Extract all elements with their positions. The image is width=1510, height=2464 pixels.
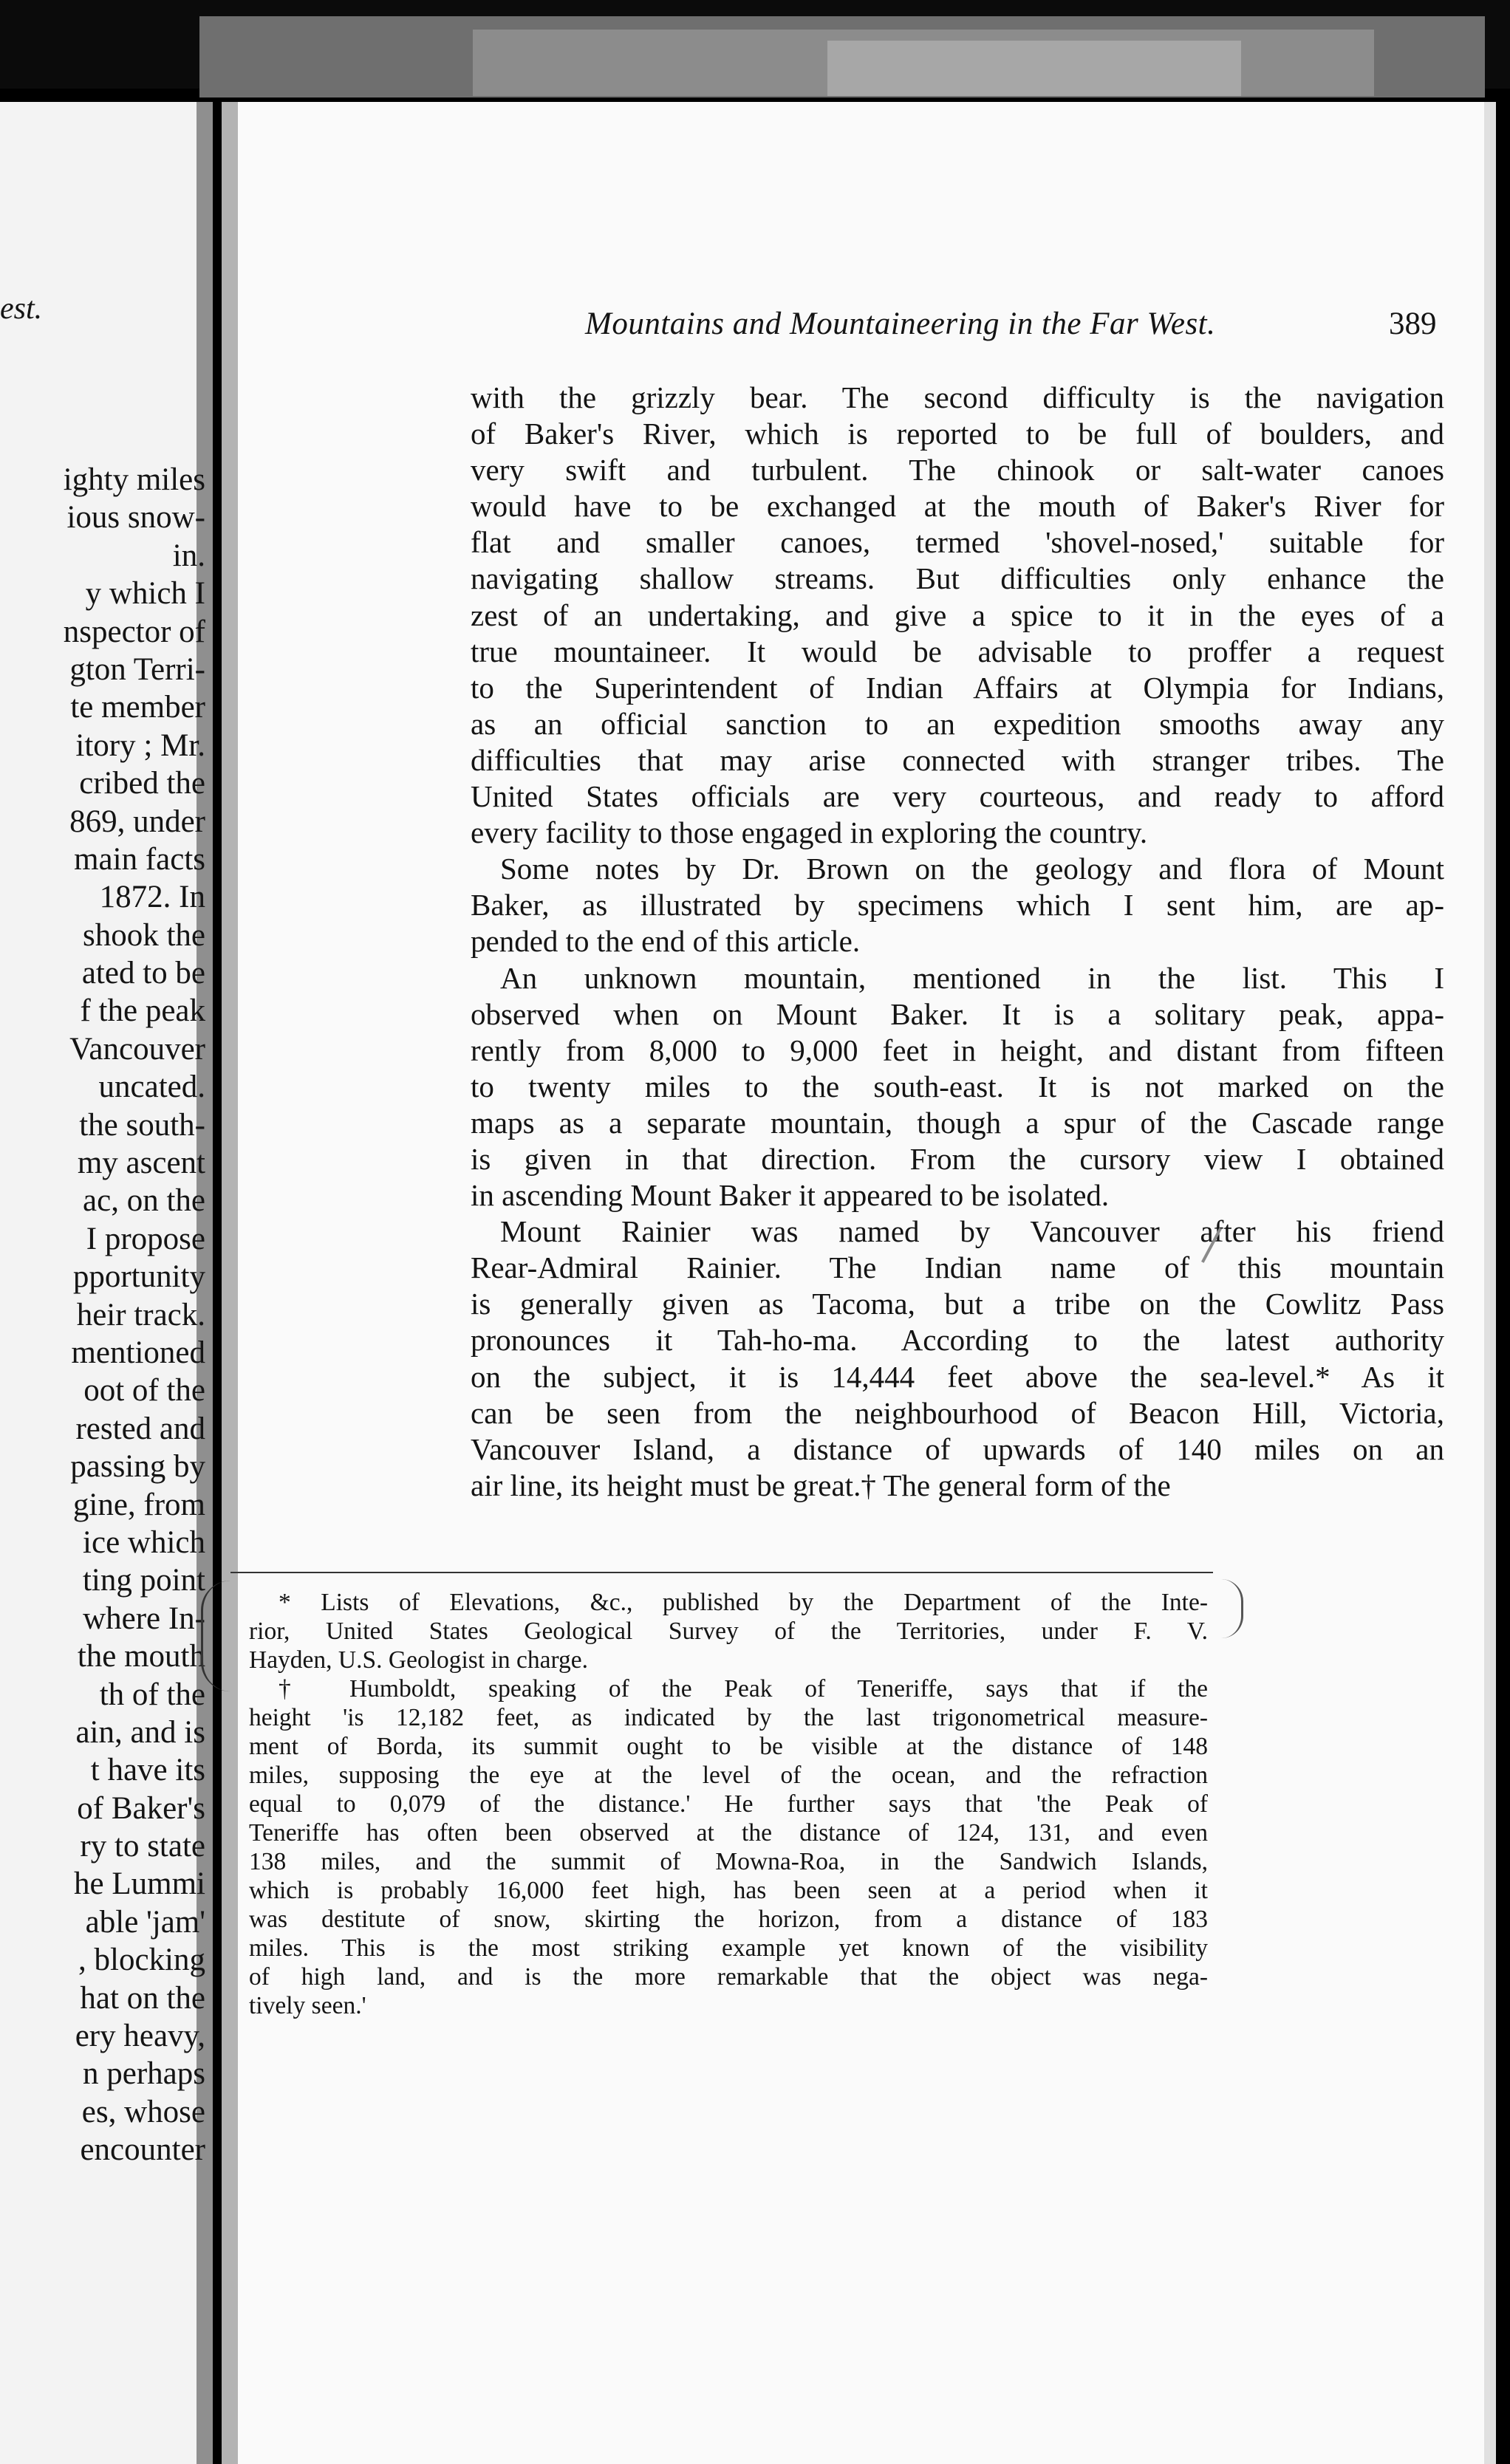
scan-shadow-strip bbox=[827, 41, 1241, 96]
left-text-line: th of the bbox=[99, 1677, 205, 1712]
left-text-line: ac, on the bbox=[83, 1183, 205, 1219]
left-running-head: est. bbox=[0, 292, 43, 326]
footnote-line: equal to 0,079 of the distance.' He further says that 'the Peak of bbox=[249, 1790, 1208, 1818]
pencil-bracket-mark bbox=[201, 1581, 233, 1691]
footnote-line: † Humboldt, speaking of the Peak of Teneriffe, says that if the bbox=[279, 1675, 1208, 1702]
left-text-line: cribed the bbox=[79, 766, 205, 801]
footnote-line: ment of Borda, its summit ought to be visible at the distance of 148 bbox=[249, 1733, 1208, 1760]
body-text-line: difficulties that may arise connected with stranger tribes. The bbox=[471, 742, 1444, 777]
pencil-bracket-mark bbox=[1212, 1579, 1243, 1638]
body-text-line: to twenty miles to the south-east. It is not marked on the bbox=[471, 1069, 1444, 1103]
left-text-line: te member bbox=[70, 690, 205, 725]
left-text-line: the mouth bbox=[77, 1639, 205, 1674]
left-text-line: t have its bbox=[90, 1753, 205, 1788]
left-text-line: he Lummi bbox=[74, 1866, 205, 1902]
left-text-line: n perhaps bbox=[83, 2056, 205, 2092]
left-text-line: ighty miles bbox=[63, 462, 205, 497]
left-text-line: y which I bbox=[85, 576, 205, 612]
left-page-text bbox=[0, 461, 205, 2169]
left-text-line: encounter bbox=[80, 2132, 205, 2168]
left-text-line: gton Terri- bbox=[69, 651, 205, 687]
left-text-line: ious snow- bbox=[66, 500, 205, 535]
body-text-line: flat and smaller canoes, termed 'shovel-nosed,' suitable for bbox=[471, 525, 1444, 560]
body-text-line: Rear-Admiral Rainier. The Indian name of this mountain bbox=[471, 1250, 1444, 1285]
body-text-line: observed when on Mount Baker. It is a solitary peak, appa- bbox=[471, 996, 1444, 1031]
body-text-line: rently from 8,000 to 9,000 feet in height, and distant from fifteen bbox=[471, 1033, 1444, 1067]
left-text-line: pportunity bbox=[72, 1259, 205, 1295]
footnote-line: tively seen.' bbox=[249, 1992, 366, 2019]
left-text-line: ain, and is bbox=[75, 1714, 205, 1750]
body-text-line: Baker, as illustrated by specimens which I sent him, are ap- bbox=[471, 888, 1444, 923]
book-spine-shadow bbox=[222, 102, 238, 2464]
footnote-line: Teneriffe has often been observed at the distance of 124, 131, and even bbox=[249, 1819, 1208, 1847]
footnotes bbox=[249, 1588, 1208, 2020]
left-text-line: the south- bbox=[79, 1107, 205, 1143]
body-text-line: very swift and turbulent. The chinook or salt-water canoes bbox=[471, 453, 1444, 487]
footnote-line: miles. This is the most striking example yet known of the visibility bbox=[249, 1934, 1208, 1962]
left-text-line: ry to state bbox=[80, 1829, 205, 1864]
running-head: Mountains and Mountaineering in the Far West. bbox=[585, 307, 1216, 341]
page-edge bbox=[1484, 102, 1496, 2464]
scan-top-band bbox=[0, 0, 1510, 89]
body-text-line: navigating shallow streams. But difficulties only enhance the bbox=[471, 561, 1444, 596]
body-text-line: as an official sanction to an expedition smooths away any bbox=[471, 706, 1444, 741]
right-page bbox=[222, 102, 1496, 2464]
body-text-line: Mount Rainier was named by Vancouver after his friend bbox=[500, 1214, 1444, 1249]
left-text-line: of Baker's bbox=[77, 1790, 205, 1826]
left-text-line: passing by bbox=[70, 1449, 205, 1485]
footnote-line: which is probably 16,000 feet high, has been seen at a period when it bbox=[249, 1877, 1208, 1904]
left-text-line: 1872. In bbox=[99, 880, 205, 915]
body-text-line: pended to the end of this article. bbox=[471, 924, 861, 959]
body-text-line: is generally given as Tacoma, but a tribe on the Cowlitz Pass bbox=[471, 1287, 1444, 1321]
footnote-line: * Lists of Elevations, &c., published by the Department of the Inte- bbox=[279, 1589, 1208, 1616]
footnote-line: was destitute of snow, skirting the horizon, from a distance of 183 bbox=[249, 1906, 1208, 1933]
left-text-line: ery heavy, bbox=[75, 2019, 205, 2054]
left-text-line: , blocking bbox=[78, 1943, 205, 1978]
body-text-line: true mountaineer. It would be advisable to proffer a request bbox=[471, 634, 1444, 668]
footnote-line: of high land, and is the more remarkable that the object was nega- bbox=[249, 1963, 1208, 1991]
body-text-line: Vancouver Island, a distance of upwards of 140 miles on an bbox=[471, 1431, 1444, 1466]
body-text-line: United States officials are very courteous, and ready to afford bbox=[471, 779, 1444, 814]
body-text bbox=[471, 380, 1444, 1504]
left-text-line: 869, under bbox=[69, 804, 205, 839]
footnote-line: 138 miles, and the summit of Mowna-Roa, in the Sandwich Islands, bbox=[249, 1848, 1208, 1875]
body-text-line: would have to be exchanged at the mouth of Baker's River for bbox=[471, 489, 1444, 524]
left-text-line: ting point bbox=[82, 1563, 205, 1598]
body-text-line: on the subject, it is 14,444 feet above the sea-level.* As it bbox=[471, 1359, 1444, 1394]
left-text-line: gine, from bbox=[72, 1487, 205, 1522]
left-text-line: rested and bbox=[75, 1411, 205, 1446]
footnote-line: rior, United States Geological Survey of the Territories, under F. V. bbox=[249, 1618, 1208, 1645]
left-text-line: itory ; Mr. bbox=[75, 728, 205, 763]
left-text-line: es, whose bbox=[81, 2094, 205, 2129]
left-text-line: Vancouver bbox=[69, 1031, 205, 1067]
body-text-line: to the Superintendent of Indian Affairs at Olympia for Indians, bbox=[471, 670, 1444, 705]
left-text-line: in. bbox=[172, 538, 205, 573]
left-text-line: main facts bbox=[74, 841, 205, 877]
body-text-line: with the grizzly bear. The second difficulty is the navigation bbox=[471, 380, 1444, 414]
left-text-line: f the peak bbox=[80, 993, 205, 1029]
left-text-line: hat on the bbox=[80, 1980, 205, 2016]
left-text-line: I propose bbox=[86, 1221, 205, 1256]
left-text-line: ated to be bbox=[81, 956, 205, 991]
left-text-line: heir track. bbox=[76, 1297, 205, 1332]
footnote-line: miles, supposing the eye at the level of the ocean, and the refraction bbox=[249, 1762, 1208, 1789]
left-text-line: nspector of bbox=[63, 614, 205, 649]
left-text-line: shook the bbox=[82, 917, 205, 953]
left-page bbox=[0, 102, 213, 2464]
body-text-line: air line, its height must be great.† The general form of the bbox=[471, 1468, 1171, 1502]
page-number: 389 bbox=[1389, 307, 1437, 341]
left-text-line: able 'jam' bbox=[85, 1904, 205, 1940]
left-text-line: oot of the bbox=[83, 1373, 205, 1409]
body-text-line: is given in that direction. From the cursory view I obtained bbox=[471, 1141, 1444, 1176]
body-text-line: An unknown mountain, mentioned in the list. This I bbox=[500, 960, 1444, 995]
footnote-line: Hayden, U.S. Geologist in charge. bbox=[249, 1646, 588, 1674]
left-text-line: my ascent bbox=[77, 1146, 205, 1181]
footnote-line: height 'is 12,182 feet, as indicated by the last trigonometrical measure- bbox=[249, 1704, 1208, 1731]
body-text-line: zest of an undertaking, and give a spice to it in the eyes of a bbox=[471, 598, 1444, 632]
footnote-rule bbox=[230, 1572, 1213, 1573]
body-text-line: in ascending Mount Baker it appeared to be isolated. bbox=[471, 1178, 1110, 1213]
left-text-line: where In- bbox=[83, 1601, 205, 1636]
body-text-line: can be seen from the neighbourhood of Beacon Hill, Victoria, bbox=[471, 1395, 1444, 1430]
left-text-line: ice which bbox=[83, 1524, 205, 1560]
body-text-line: of Baker's River, which is reported to be full of boulders, and bbox=[471, 417, 1444, 451]
body-text-line: Some notes by Dr. Brown on the geology and flora of Mount bbox=[500, 852, 1444, 886]
left-text-line: mentioned bbox=[71, 1335, 205, 1370]
body-text-line: every facility to those engaged in exploring the country. bbox=[471, 815, 1148, 850]
body-text-line: pronounces it Tah-ho-ma. According to the latest authority bbox=[471, 1323, 1444, 1358]
body-text-line: maps as a separate mountain, though a spur of the Cascade range bbox=[471, 1105, 1444, 1140]
left-text-line: uncated. bbox=[98, 1070, 205, 1105]
